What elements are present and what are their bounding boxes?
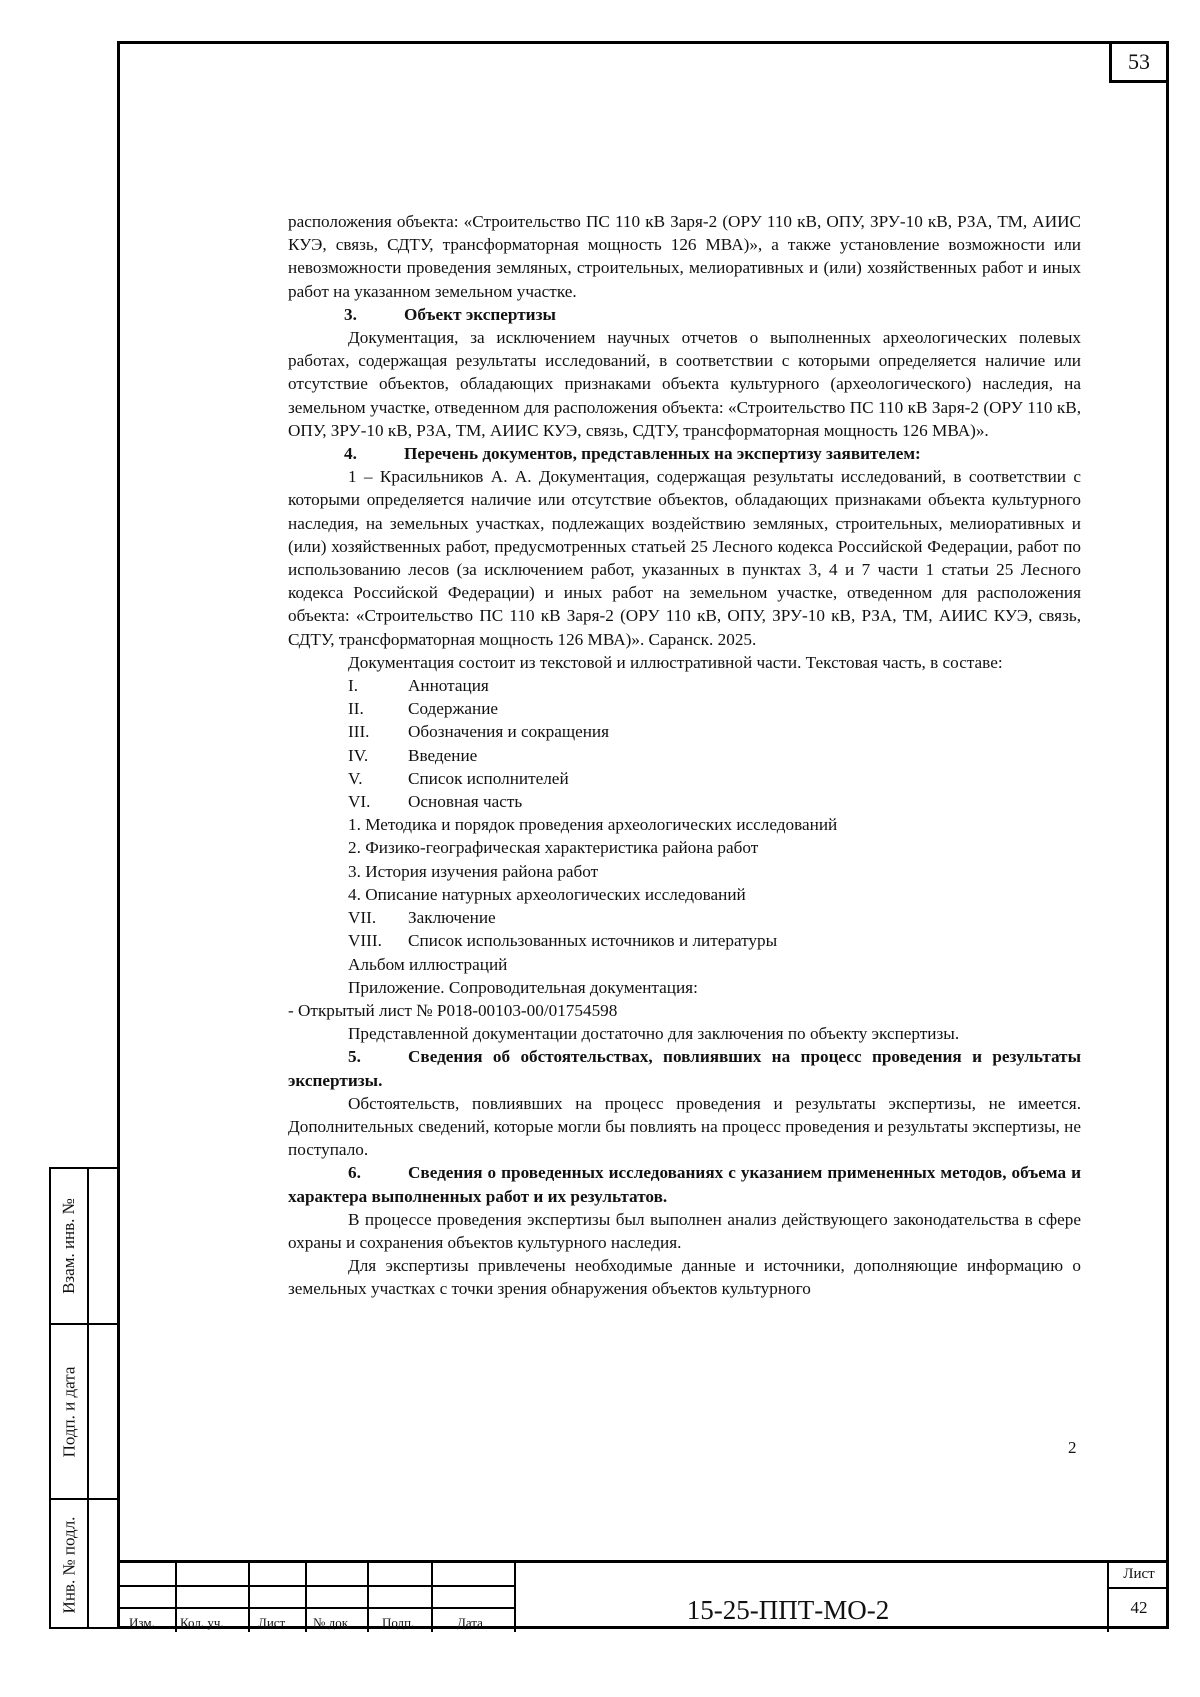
tb-col-line: [514, 1563, 516, 1632]
paragraph: Документация, за исключением научных отчетов о выполненных археологических полевых работах, содержащая результаты исследований, в соответствии с которыми определяется наличие или отсутствие объектов, обладающих признаками объекта культурного (археологического) наследия, на земельном участке, отведенном для расположения объекта: «Строительство ПС 110 кВ Заря-2 (ОРУ 110 кВ, ОПУ, ЗРУ-10 кВ, РЗА, ТМ, АИИС КУЭ, связь, СДТУ, трансформаторная мощность 126 МВА)».: [288, 328, 1081, 440]
section-heading-6: [288, 1161, 1081, 1207]
toc-number: IV.: [348, 745, 369, 765]
toc-number: VIII.: [348, 931, 382, 951]
toc-title: Содержание: [408, 699, 499, 719]
tb-row-line: [1107, 1587, 1169, 1589]
inner-page-number: 2: [1068, 1438, 1077, 1457]
tb-col-line: [367, 1563, 369, 1632]
toc-number: II.: [348, 699, 364, 719]
left-stamp-strip: [49, 1167, 117, 1629]
toc-item: [288, 906, 1081, 929]
tb-label-list: Лист: [258, 1615, 286, 1630]
toc-subitem: 3. История изучения района работ: [348, 861, 599, 881]
tb-col-line: [305, 1563, 307, 1632]
vzam-inv-cell: [51, 1169, 89, 1323]
toc-title: Список использованных источников и литературы: [408, 931, 778, 951]
paragraph: Для экспертизы привлечены необходимые данные и источники, дополняющие информацию о земельных участках с точки зрения обнаружения объектов культурного: [288, 1256, 1081, 1299]
tb-label-podp: Подп.: [382, 1615, 415, 1630]
toc-title: Основная часть: [408, 792, 523, 812]
paragraph: В процессе проведения экспертизы был выполнен анализ действующего законодательства в сфере охраны и сохранения объектов культурного наследия.: [288, 1209, 1081, 1252]
section-heading-3: [288, 303, 1081, 326]
tb-col-line: [431, 1563, 433, 1632]
album-line: Альбом иллюстраций: [348, 954, 508, 974]
heading-number: 5.: [348, 1047, 361, 1067]
toc-title: Заключение: [408, 908, 496, 928]
vzam-inv-label: Взам. инв. №: [59, 1198, 78, 1294]
appendix-line: Приложение. Сопроводительная документация:: [348, 977, 698, 997]
toc-item: [288, 720, 1081, 743]
section-heading-5: [288, 1045, 1081, 1091]
toc-number: I.: [348, 676, 359, 696]
toc-title: Список исполнителей: [408, 768, 569, 788]
open-list-line: - Открытый лист № Р018-00103-00/01754598: [288, 1000, 618, 1020]
heading-number: 3.: [344, 304, 357, 324]
sheet-label: Лист: [1123, 1566, 1155, 1582]
sheet-number: 42: [1130, 1598, 1148, 1617]
toc-number: III.: [348, 722, 370, 742]
toc-subitem: 4. Описание натурных археологических исследований: [348, 884, 746, 904]
heading-text: Сведения об обстоятельствах, повлиявших на процесс проведения и результаты экспертизы.: [288, 1047, 1081, 1090]
toc-title: Введение: [408, 745, 478, 765]
toc-item: [288, 767, 1081, 790]
paragraph: 1 – Красильников А. А. Документация, содержащая результаты исследований, в соответствии с которыми определяется наличие или отсутствие объектов, обладающих признаками объекта культурного наследия, на земельных участках, подлежащих воздействию земляных, строительных, мелиоративных и (или) хозяйственных работ, предусмотренных статьей 25 Лесного кодекса Российской Федерации, работ по использованию лесов (за исключением работ, указанных в пунктах 3, 4 и 7 части 1 статьи 25 Лесного кодекса Российской Федерации) и иных работ на земельном участке, отведенном для расположения объекта: «Строительство ПС 110 кВ Заря-2 (ОРУ 110 кВ, ОПУ, ЗРУ-10 кВ, РЗА, ТМ, АИИС КУЭ, связь, СДТУ, трансформаторная мощность 126 МВА)». Саранск. 2025.: [288, 467, 1081, 649]
podp-data-label: Подп. и дата: [59, 1366, 79, 1457]
inv-podl-cell: [51, 1500, 89, 1629]
corner-page-number: 53: [1109, 41, 1169, 83]
paragraph: Документация состоит из текстовой и иллюстративной части. Текстовая часть, в составе:: [348, 652, 1003, 672]
toc-item: [288, 674, 1081, 697]
toc-item: [288, 744, 1081, 767]
paragraph: Обстоятельств, повлиявших на процесс проведения и результаты экспертизы, не имеется. Дополнительных сведений, которые могли бы повлиять на процесс проведения и результаты экспертизы, не поступало.: [288, 1093, 1081, 1160]
toc-number: V.: [348, 768, 363, 788]
toc-title: Аннотация: [408, 676, 489, 696]
toc-title: Обозначения и сокращения: [408, 722, 610, 742]
inv-podl-label: Инв. № подл.: [59, 1516, 78, 1613]
toc-number: VII.: [348, 908, 377, 928]
heading-number: 4.: [344, 444, 357, 464]
section-heading-4: [288, 442, 1081, 465]
tb-label-ndok: № док: [313, 1615, 349, 1630]
podp-data-cell: [51, 1325, 89, 1498]
toc-item: [288, 697, 1081, 720]
heading-text: Перечень документов, представленных на экспертизу заявителем:: [404, 444, 921, 464]
toc-number: VI.: [348, 792, 371, 812]
toc-item: [288, 790, 1081, 813]
heading-number: 6.: [348, 1163, 361, 1183]
tb-col-line: [175, 1563, 177, 1632]
tb-label-izm: Изм.: [129, 1615, 155, 1630]
toc-subitem: 2. Физико-географическая характеристика района работ: [348, 838, 759, 858]
toc-item: [288, 929, 1081, 952]
document-body: [288, 210, 1081, 1301]
tb-label-kol: Кол. уч.: [180, 1615, 224, 1630]
toc-subitem: 1. Методика и порядок проведения археологических исследований: [348, 815, 838, 835]
heading-text: Сведения о проведенных исследованиях с указанием примененных методов, объема и характера выполненных работ и их результатов.: [288, 1163, 1081, 1206]
sufficiency-line: Представленной документации достаточно для заключения по объекту экспертизы.: [348, 1024, 960, 1044]
paragraph: расположения объекта: «Строительство ПС 110 кВ Заря-2 (ОРУ 110 кВ, ОПУ, ЗРУ-10 кВ, РЗА, ТМ, АИИС КУЭ, связь, СДТУ, трансформаторная мощность 126 МВА)», а также установление возможности или невозможности проведения земляных, строительных, мелиоративных и (или) хозяйственных работ и иных работ на указанном земельном участке.: [288, 212, 1081, 301]
document-code: 15-25-ППТ-МО-2: [686, 1595, 890, 1625]
tb-col-line: [248, 1563, 250, 1632]
tb-label-data: Дата: [457, 1615, 483, 1630]
heading-text: Объект экспертизы: [404, 304, 556, 324]
